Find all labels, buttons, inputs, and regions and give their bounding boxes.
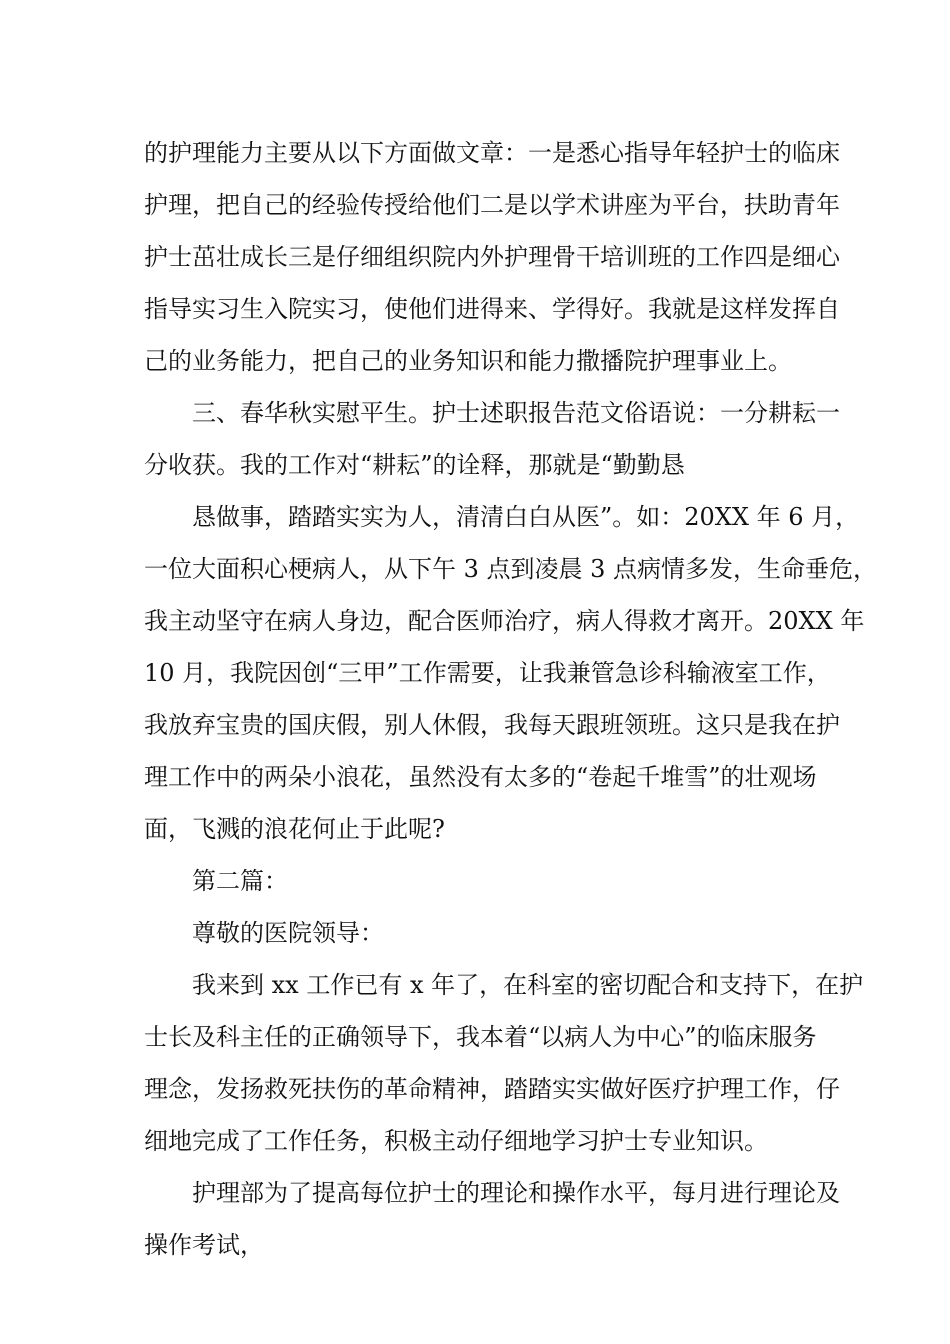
chapter-heading: 第二篇： [192,867,288,895]
document-body [144,127,878,1271]
text-line: 指导实习生入院实习，使他们进得来、学得好。我就是这样发挥自 [144,295,840,323]
text-line: 分收获。我的工作对“耕耘”的诠释，那就是“勤勤恳 [144,451,685,479]
text-line: 护理，把自己的经验传授给他们二是以学术讲座为平台，扶助青年 [144,191,840,219]
text-line: 恳做事，踏踏实实为人，清清白白从医”。如：20XX 年 6 月， [192,503,860,531]
salutation: 尊敬的医院领导： [192,919,384,947]
text-line: 理工作中的两朵小浪花，虽然没有太多的“卷起千堆雪”的壮观场 [144,763,817,791]
text-line: 一位大面积心梗病人，从下午 3 点到凌晨 3 点病情多发，生命垂危， [144,555,878,583]
text-line: 面，飞溅的浪花何止于此呢? [144,815,445,843]
text-line: 细地完成了工作任务，积极主动仔细地学习护士专业知识。 [144,1127,768,1155]
text-line: 护士茁壮成长三是仔细组织院内外护理骨干培训班的工作四是细心 [144,243,840,271]
text-line: 我来到 xx 工作已有 x 年了，在科室的密切配合和支持下，在护 [192,971,864,999]
text-line: 护理部为了提高每位护士的理论和操作水平，每月进行理论及 [192,1179,840,1207]
section-three-heading-line: 三、春华秋实慰平生。护士述职报告范文俗语说：一分耕耘一 [192,399,840,427]
text-line: 理念，发扬救死扶伤的革命精神，踏踏实实做好医疗护理工作，仔 [144,1075,840,1103]
text-line: 己的业务能力，把自己的业务知识和能力撒播院护理事业上。 [144,347,792,375]
text-line: 我放弃宝贵的国庆假，别人休假，我每天跟班领班。这只是我在护 [144,711,840,739]
text-line: 士长及科主任的正确领导下，我本着“以病人为中心”的临床服务 [144,1023,817,1051]
text-line: 我主动坚守在病人身边，配合医师治疗，病人得救才离开。20XX 年 [144,607,865,635]
text-line: 的护理能力主要从以下方面做文章：一是悉心指导年轻护士的临床 [144,139,840,167]
text-line: 操作考试， [144,1231,264,1259]
text-line: 10 月，我院因创“三甲”工作需要，让我兼管急诊科输液室工作， [144,659,831,687]
